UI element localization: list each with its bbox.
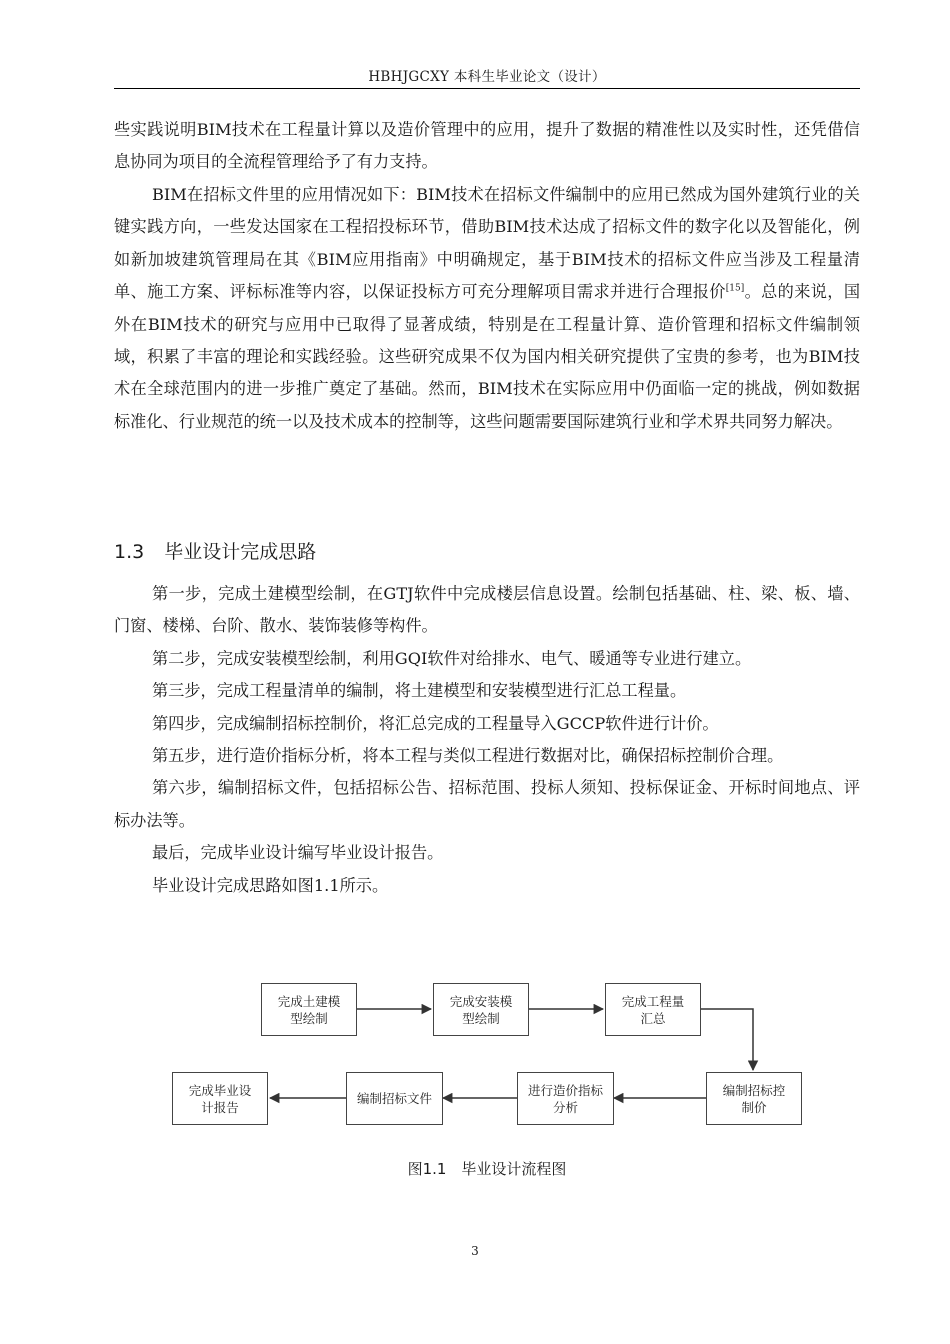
- section-number: 1.3: [114, 541, 145, 563]
- flow-node-control-price: 编制招标控制价: [706, 1072, 802, 1125]
- paragraph-2: [114, 179, 860, 438]
- paragraph-1: [114, 114, 860, 179]
- page-number: 3: [471, 1244, 479, 1258]
- step-6: 第六步，编制招标文件，包括招标公告、招标范围、投标人须知、投标保证金、开标时间地点、评标办法等。: [114, 778, 860, 830]
- steps-block: [114, 578, 860, 902]
- section-heading: [114, 537, 316, 567]
- flow-node-quantity-summary: 完成工程量汇总: [605, 983, 701, 1036]
- paragraph-1-text: 些实践说明BIM技术在工程量计算以及造价管理中的应用，提升了数据的精准性以及实时性，还凭借信息协同为项目的全流程管理给予了有力支持。: [114, 120, 860, 172]
- paragraph-2-part2: 。总的来说，国外在BIM技术的研究与应用中已取得了显著成绩，特别是在工程量计算、造价管理和招标文件编制领域，积累了丰富的理论和实践经验。这些研究成果不仅为国内相关研究提供了宝贵的参考，也为BIM技术在全球范围内的进一步推广奠定了基础。然而，BIM技术在实际应用中仍面临一定的挑战，例如数据标准化、行业规范的统一以及技术成本的控制等，这些问题需要国际建筑行业和学术界共同努力解决。: [114, 282, 861, 431]
- running-header: HBHJGCXY 本科生毕业论文（设计）: [114, 66, 860, 89]
- paragraph-2-text: [114, 179, 860, 438]
- flow-node-install-model: 完成安装模型绘制: [433, 983, 529, 1036]
- flow-node-civil-model: 完成土建模型绘制: [261, 983, 357, 1036]
- arrow-3-4: [701, 1009, 753, 1070]
- citation-15[interactable]: [15]: [725, 283, 745, 294]
- step-5: 第五步，进行造价指标分析，将本工程与类似工程进行数据对比，确保招标控制价合理。: [152, 746, 784, 766]
- flow-node-index-analysis: 进行造价指标分析: [517, 1072, 614, 1125]
- step-4: 第四步，完成编制招标控制价，将汇总完成的工程量导入GCCP软件进行计价。: [152, 713, 719, 733]
- section-title: 毕业设计完成思路: [164, 541, 317, 563]
- flow-node-final-report: 完成毕业设计报告: [172, 1072, 268, 1125]
- step-3: 第三步，完成工程量清单的编制，将土建模型和安装模型进行汇总工程量。: [152, 681, 687, 701]
- figure-caption: 图1.1 毕业设计流程图: [407, 1160, 567, 1178]
- flow-node-tender-docs: 编制招标文件: [346, 1072, 443, 1125]
- step-final: 最后，完成毕业设计编写毕业设计报告。: [152, 843, 444, 863]
- step-2: 第二步，完成安装模型绘制，利用GQI软件对给排水、电气、暖通等专业进行建立。: [152, 648, 752, 668]
- figure-reference: 毕业设计完成思路如图1.1所示。: [152, 875, 389, 895]
- paragraph-2-part1: BIM在招标文件里的应用情况如下：BIM技术在招标文件编制中的应用已然成为国外建筑行业的关键实践方向，一些发达国家在工程招投标环节，借助BIM技术达成了招标文件的数字化以及智能化，例如新加坡建筑管理局在其《BIM应用指南》中明确规定，基于BIM技术的招标文件应当涉及工程量清单、施工方案、评标标准等内容，以保证投标方可充分理解项目需求并进行合理报价: [114, 185, 860, 302]
- step-1: 第一步，完成土建模型绘制，在GTJ软件中完成楼层信息设置。绘制包括基础、柱、梁、板、墙、门窗、楼梯、台阶、散水、装饰装修等构件。: [114, 584, 860, 636]
